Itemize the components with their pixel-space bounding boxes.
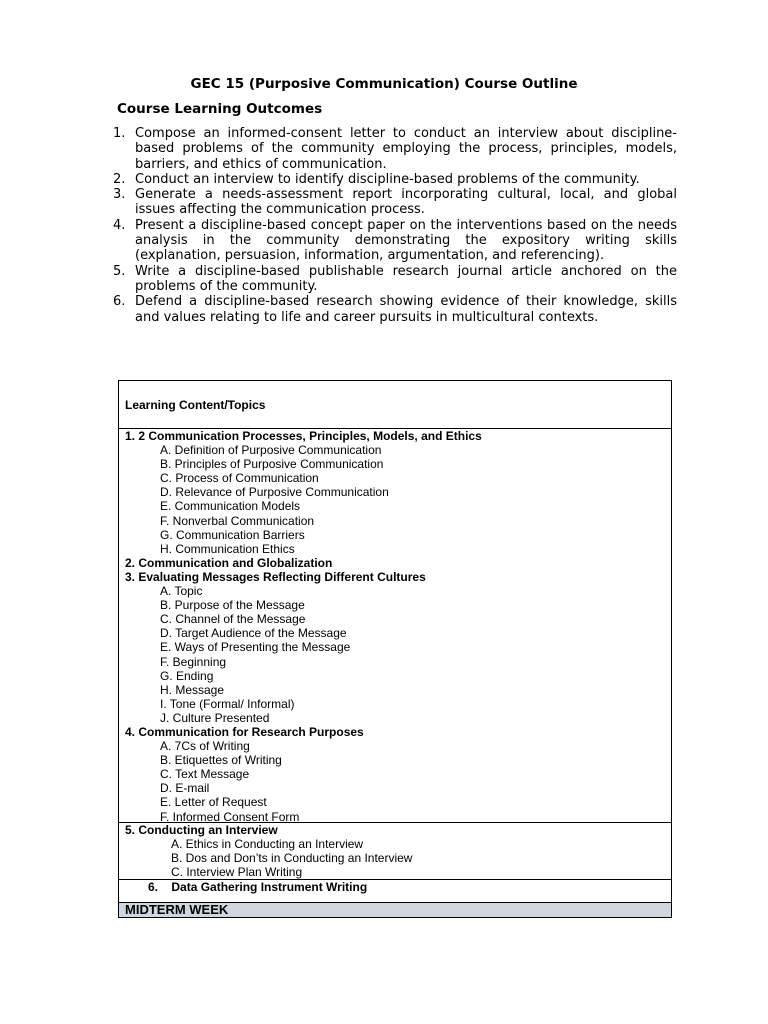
topic-3-item: B. Purpose of the Message bbox=[160, 598, 305, 613]
outcome-number: 6. bbox=[113, 294, 126, 310]
topic-5-title: 5. Conducting an Interview bbox=[125, 823, 278, 837]
topic-3-item: C. Channel of the Message bbox=[160, 612, 306, 627]
topic-6-title bbox=[119, 880, 671, 894]
topic-3-item: E. Ways of Presenting the Message bbox=[160, 640, 351, 655]
topic-3-item: J. Culture Presented bbox=[160, 710, 270, 725]
topic-2-title: 2. Communication and Globalization bbox=[125, 555, 333, 570]
topic-3-item: G. Ending bbox=[160, 668, 214, 683]
outcome-item bbox=[113, 187, 677, 218]
topic-3-item: D. Target Audience of the Message bbox=[160, 626, 347, 641]
topic-1-title: 1. 2 Communication Processes, Principles, Models, and Ethics bbox=[125, 429, 482, 443]
topic-3-item: H. Message bbox=[160, 682, 225, 697]
outcome-item bbox=[113, 264, 677, 295]
outcome-number: 5. bbox=[113, 263, 126, 279]
table-row bbox=[119, 823, 671, 880]
topic-5-item: C. Interview Plan Writing bbox=[171, 865, 303, 880]
outcome-text: Defend a discipline-based research showing evidence of their knowledge, skills and values relating to life and career pursuits in multicultural contexts. bbox=[135, 294, 677, 325]
topic-1-item: A. Definition of Purposive Communication bbox=[160, 443, 382, 458]
outcome-item bbox=[113, 172, 677, 187]
outcome-text: Write a discipline-based publishable research journal article anchored on the problems of the community. bbox=[135, 263, 677, 294]
topic-1-item: E. Communication Models bbox=[160, 499, 301, 514]
outcomes-list bbox=[113, 126, 677, 325]
topic-1-item: B. Principles of Purposive Communication bbox=[160, 457, 384, 472]
document-title: GEC 15 (Purposive Communication) Course Outline bbox=[190, 76, 578, 92]
outcome-number: 1. bbox=[113, 126, 126, 141]
topic-4-item: B. Etiquettes of Writing bbox=[160, 753, 282, 768]
topic-1-item: C. Process of Communication bbox=[160, 471, 319, 486]
topic-3-item: A. Topic bbox=[160, 584, 203, 599]
topic-4-title: 4. Communication for Research Purposes bbox=[125, 724, 364, 739]
content-table bbox=[118, 380, 672, 918]
topic-1-item: D. Relevance of Purposive Communication bbox=[160, 485, 389, 500]
outcome-text: Generate a needs-assessment report incorporating cultural, local, and global issues affecting the communication process. bbox=[135, 187, 677, 218]
outcome-number: 4. bbox=[113, 217, 126, 233]
topic-3-title: 3. Evaluating Messages Reflecting Different Cultures bbox=[125, 569, 426, 584]
table-row bbox=[119, 429, 671, 823]
topic-4-item: A. 7Cs of Writing bbox=[160, 739, 250, 754]
topic-4-item: D. E-mail bbox=[160, 781, 210, 796]
topic-4-item: F. Informed Consent Form bbox=[160, 809, 300, 824]
topic-1-item: H. Communication Ethics bbox=[160, 541, 295, 556]
outcome-item bbox=[113, 294, 677, 325]
outcome-item bbox=[113, 218, 677, 264]
outcome-text: Compose an informed-consent letter to conduct an interview about discipline-based problems of the community employing the process, principles, models, barriers, and ethics of communication. bbox=[135, 126, 677, 172]
outcome-text: Conduct an interview to identify discipline-based problems of the community. bbox=[135, 171, 640, 187]
outcome-item bbox=[113, 126, 677, 172]
table-header bbox=[119, 381, 671, 429]
topic-3-item: F. Beginning bbox=[160, 654, 227, 669]
midterm-label: MIDTERM WEEK bbox=[125, 902, 229, 917]
midterm-row bbox=[119, 903, 671, 917]
outcome-text: Present a discipline-based concept paper on the interventions based on the needs analysis in the community demonstrating the expository writing skills (explanation, persuasion, information, argumentation, and referencing). bbox=[135, 217, 677, 264]
table-row bbox=[119, 880, 671, 903]
topic-6-number: 6. bbox=[148, 880, 159, 894]
topic-5-item: B. Dos and Don’ts in Conducting an Interview bbox=[171, 851, 413, 866]
topic-5-item: A. Ethics in Conducting an Interview bbox=[171, 837, 364, 852]
topic-1-item: G. Communication Barriers bbox=[160, 527, 305, 542]
outcomes-heading: Course Learning Outcomes bbox=[117, 101, 323, 117]
table-header-label: Learning Content/Topics bbox=[125, 398, 266, 412]
topic-6-label: Data Gathering Instrument Writing bbox=[171, 880, 368, 894]
outcome-number: 2. bbox=[113, 171, 126, 187]
topic-4-item: E. Letter of Request bbox=[160, 795, 267, 810]
topic-3-item: I. Tone (Formal/ Informal) bbox=[160, 696, 295, 711]
topic-1-item: F. Nonverbal Communication bbox=[160, 513, 315, 528]
topic-4-item: C. Text Message bbox=[160, 767, 250, 782]
outcome-number: 3. bbox=[113, 187, 126, 203]
